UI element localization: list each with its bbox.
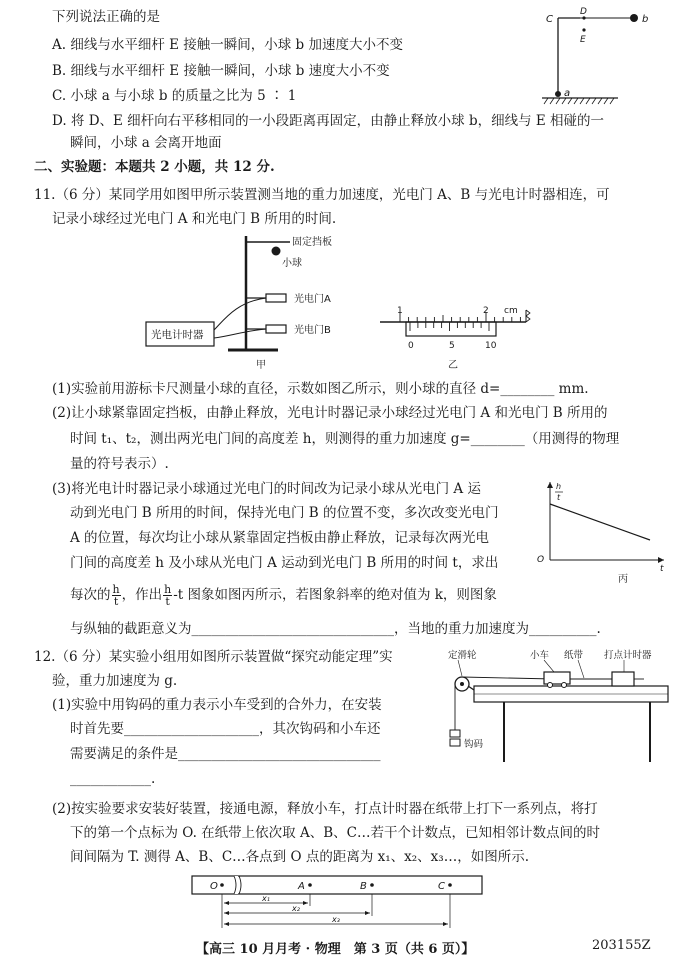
caption-yi: 乙 [448, 360, 458, 371]
y-den: t [557, 493, 561, 502]
plate-label: 固定挡板 [292, 237, 332, 248]
q12-intro-line2: 验，重力加速度为 g. [52, 673, 178, 689]
q12-apparatus-figure [444, 646, 672, 766]
unit-label: cm [504, 306, 518, 316]
cart-label: 小车 [530, 650, 550, 661]
q10-option-d-line2: 瞬间，小球 a 会离开地面 [70, 135, 222, 151]
weights-label: 钩码 [464, 739, 484, 750]
main-2-label: 2 [483, 306, 489, 316]
gate-b-label: 光电门B [294, 325, 331, 336]
vernier-0-label: 0 [408, 341, 414, 351]
q10-option-b: B. 细线与水平细杆 E 接触一瞬间，小球 b 速度大小不变 [52, 63, 390, 79]
q12-part2-line1: (2)按实验要求安装好装置，接通电源，释放小车，打点计时器在纸带上打下一系列点，将打 [52, 801, 598, 817]
label-a: a [564, 88, 571, 99]
timer-label-q12: 打点计时器 [604, 650, 652, 661]
tape-b: B [360, 881, 367, 892]
y-num: h [556, 482, 562, 491]
q11-part3-line3: A 的位置，每次均让小球从紧靠固定挡板由静止释放，记录每次两光电 [70, 530, 490, 546]
q10-option-d-line1: D. 将 D、E 细杆向右平移相同的一小段距离再固定，由静止释放小球 b，细线与 E 相碰的一 [52, 113, 605, 129]
label-b: b [642, 14, 649, 25]
q12-part1-line3: 需要满足的条件是______________________________ [70, 746, 381, 762]
gate-a-label: 光电门A [294, 294, 331, 305]
q10-pendulum-figure [538, 4, 668, 108]
q11-figure-yi-vernier [376, 300, 536, 372]
fraction-h-over-t: $\frac{h}{t}$ [112, 583, 120, 608]
vernier-10-label: 10 [485, 341, 497, 351]
q12-part2-line2: 下的第一个点标为 O. 在纸带上依次取 A、B、C…若干个计数点，已知相邻计数点间的时 [70, 825, 600, 841]
q10-stem-end: 下列说法正确的是 [52, 9, 160, 25]
caption-bing: 丙 [618, 574, 628, 585]
q11-part2-line2: 时间 t₁、t₂，测出两光电门间的高度差 h，则测得的重力加速度 g=________（用测得的物理 [70, 431, 620, 447]
q11-part3-line2: 动到光电门 B 所用的时间，保持光电门 B 的位置不变，多次改变光电门 [70, 505, 499, 521]
q12-part1-line2: 时首先要____________________，其次钩码和小车还 [70, 721, 381, 737]
x-axis-label: t [660, 564, 664, 574]
label-e: E [580, 35, 586, 45]
q11-part2-line3: 量的符号表示）. [70, 456, 169, 472]
tape-c: C [438, 881, 445, 892]
q11-part3-line6: 与纵轴的截距意义为______________________________，当地的重力加速度为__________. [70, 621, 601, 637]
tape-o: O [210, 881, 218, 892]
tape-x3: x₃ [332, 915, 340, 924]
caption-jia: 甲 [256, 360, 266, 371]
q10-option-a: A. 细线与水平细杆 E 接触一瞬间，小球 b 加速度大小不变 [52, 37, 403, 53]
q11-part3-line4: 门间的高度差 h 及小球从光电门 A 运动到光电门 B 所用的时间 t，求出 [70, 555, 499, 571]
tape-a: A [298, 881, 305, 892]
page-footer: 【高三 10 月月考 · 物理 第 3 页（共 6 页）】 [196, 942, 475, 957]
q11-figure-bing-graph [534, 476, 674, 586]
label-c: C [546, 14, 553, 25]
section-2-heading: 二、实验题：本题共 2 小题，共 12 分. [34, 159, 275, 175]
tape-x2: x₂ [292, 904, 300, 913]
fraction-h-over-t-2: $\frac{h}{t}$ [164, 583, 172, 608]
paper-code: 203155Z [592, 938, 651, 953]
q12-part2-line3: 间间隔为 T. 测得 A、B、C…各点到 O 点的距离为 x₁、x₂、x₃…，如图所示. [70, 849, 529, 865]
q11-part2-line1: (2)让小球紧靠固定挡板，由静止释放，光电计时器记录小球经过光电门 A 和光电门 B 所用的 [52, 405, 608, 421]
pulley-label: 定滑轮 [448, 650, 477, 661]
q12-part1-line4: ____________. [70, 771, 156, 787]
q11-part3-line1: (3)将光电计时器记录小球通过光电门的时间改为记录小球从光电门 A 运 [52, 481, 481, 497]
q12-intro-line1: 12.（6 分）某实验小组用如图所示装置做“探究动能定理”实 [34, 649, 393, 665]
q11-intro-line2: 记录小球经过光电门 A 和光电门 B 所用的时间. [52, 211, 337, 227]
q11-figure-jia [140, 232, 360, 372]
tape-label: 纸带 [564, 650, 584, 661]
vernier-5-label: 5 [449, 341, 455, 351]
main-1-label: 1 [397, 306, 403, 316]
ball-label: 小球 [282, 258, 302, 269]
q12-paper-tape-figure [186, 870, 492, 932]
q11-part3-line5: 每次的 $\frac{h}{t}$ ，作出 $\frac{h}{t}$ -t 图象如图丙所示，若图象斜率的绝对值为 k，则图象 [70, 583, 497, 608]
q12-part1-line1: (1)实验中用钩码的重力表示小车受到的合外力，在安装 [52, 697, 382, 713]
q10-option-c: C. 小球 a 与小球 b 的质量之比为 5 ∶ 1 [52, 88, 297, 104]
q11-part1: (1)实验前用游标卡尺测量小球的直径，示数如图乙所示，则小球的直径 d=________ mm. [52, 381, 589, 397]
timer-label: 光电计时器 [151, 329, 204, 341]
label-d: D [580, 7, 587, 17]
q11-intro-line1: 11.（6 分）某同学用如图甲所示装置测当地的重力加速度，光电门 A、B 与光电计时器相连，可 [34, 187, 610, 203]
origin-label: O [537, 555, 545, 565]
tape-x1: x₁ [262, 894, 270, 903]
